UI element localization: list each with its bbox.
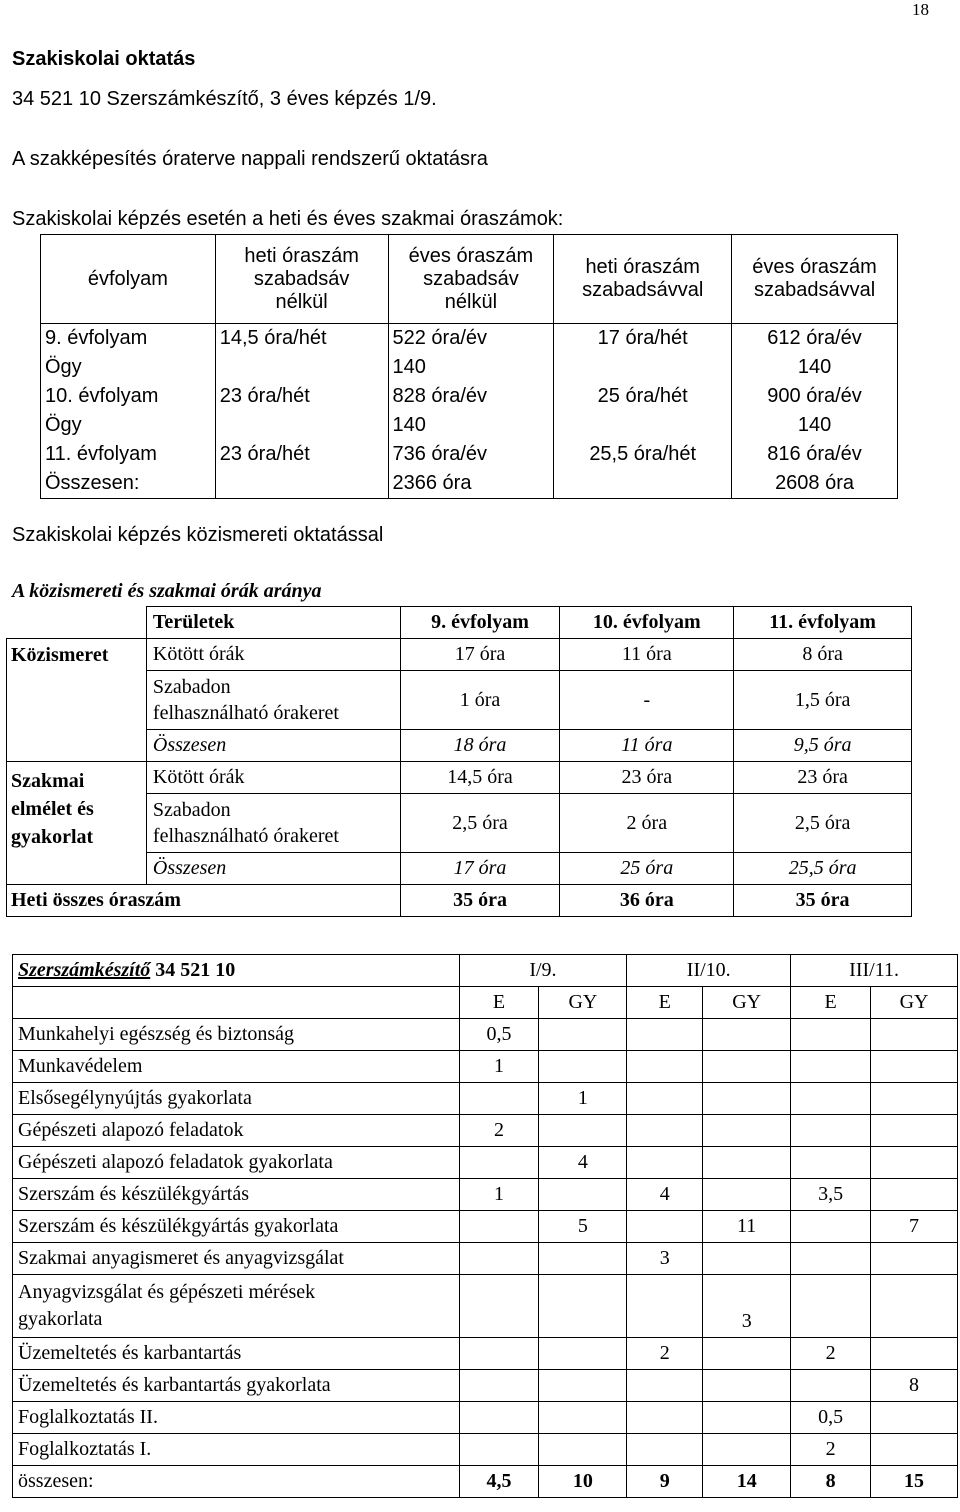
- subject-name: Elsősegélynyújtás gyakorlata: [13, 1083, 460, 1115]
- ratio-header: 11. évfolyam: [734, 607, 912, 639]
- ratio-header-row: [7, 607, 912, 639]
- subject-name: Szakmai anyagismeret és anyagvizsgálat: [13, 1243, 460, 1275]
- table-cell: [871, 1402, 958, 1434]
- subject-name: Üzemeltetés és karbantartás gyakorlata: [13, 1370, 460, 1402]
- year-header: II/10.: [627, 955, 791, 987]
- year-header: I/9.: [459, 955, 627, 987]
- table-cell: 23 óra: [734, 762, 912, 794]
- table-cell: 25,5 óra: [734, 853, 912, 885]
- table-cell: [627, 1083, 703, 1115]
- table-cell: 25 óra: [560, 853, 734, 885]
- table-cell: 0,5: [459, 1019, 539, 1051]
- subject-name: Gépészeti alapozó feladatok gyakorlata: [13, 1147, 460, 1179]
- table-cell: [539, 1179, 627, 1211]
- table-cell: [627, 1115, 703, 1147]
- table-cell: [871, 1019, 958, 1051]
- subheading: 34 521 10 Szerszámkészítő, 3 éves képzés 1/9.: [12, 88, 437, 110]
- table-cell: [459, 1083, 539, 1115]
- table-cell: [791, 1275, 871, 1338]
- sub-header: E: [627, 987, 703, 1019]
- table-cell: 23 óra/hét: [215, 382, 388, 411]
- table-cell: 8: [871, 1370, 958, 1402]
- table-row: [41, 353, 898, 382]
- table-row: [13, 1338, 958, 1370]
- table-cell: 17 óra/hét: [554, 324, 732, 354]
- table-cell: 14,5 óra: [400, 762, 560, 794]
- hours-header: heti óraszám szabadsávval: [554, 235, 732, 324]
- table-cell: 25 óra/hét: [554, 382, 732, 411]
- ratio-title: A közismereti és szakmai órák aránya: [12, 580, 322, 602]
- table-cell: 36 óra: [560, 885, 734, 917]
- table-cell: 23 óra: [560, 762, 734, 794]
- table-cell: 14,5 óra/hét: [215, 324, 388, 354]
- table-cell: [791, 1051, 871, 1083]
- table-cell: [871, 1147, 958, 1179]
- table-row: [41, 440, 898, 469]
- table-cell: [459, 1243, 539, 1275]
- table-row: [41, 469, 898, 499]
- table-cell: [459, 1370, 539, 1402]
- table-cell: 140: [732, 411, 898, 440]
- table-cell: 17 óra: [400, 853, 560, 885]
- subject-name: Gépészeti alapozó feladatok: [13, 1115, 460, 1147]
- table-cell: [703, 1147, 791, 1179]
- table-cell: [539, 1019, 627, 1051]
- table-row: [13, 1179, 958, 1211]
- table-cell: [871, 1434, 958, 1466]
- table-cell: Kötött órák: [146, 639, 400, 671]
- table-cell: 140: [388, 353, 554, 382]
- table-cell: 900 óra/év: [732, 382, 898, 411]
- table-cell: [703, 1434, 791, 1466]
- table-cell: Szabadon felhasználható órakeret: [146, 671, 400, 730]
- table-cell: 1 óra: [400, 671, 560, 730]
- table-row: [41, 382, 898, 411]
- group-label-general: Közismeret: [7, 639, 147, 762]
- plan-title: A szakképesítés óraterve nappali rendszerű oktatásra: [12, 148, 488, 170]
- table-row: [41, 324, 898, 354]
- subjects-total-label: összesen:: [13, 1466, 460, 1498]
- table-cell: [539, 1402, 627, 1434]
- table-cell: 8 óra: [734, 639, 912, 671]
- table-cell: Ögy: [41, 353, 216, 382]
- table-cell: [791, 1243, 871, 1275]
- subject-name: Munkavédelem: [13, 1051, 460, 1083]
- ratio-total-label: Heti összes óraszám: [7, 885, 401, 917]
- sub-header: GY: [703, 987, 791, 1019]
- table-cell: 15: [871, 1466, 958, 1498]
- table-cell: [703, 1402, 791, 1434]
- table-cell: 25,5 óra/hét: [554, 440, 732, 469]
- table-cell: 9: [627, 1466, 703, 1498]
- ratio-header: Területek: [146, 607, 400, 639]
- subjects-total-row: [13, 1466, 958, 1498]
- table-cell: 5: [539, 1211, 627, 1243]
- table-row: [13, 1434, 958, 1466]
- table-cell: 9,5 óra: [734, 730, 912, 762]
- table-cell: [791, 1083, 871, 1115]
- table-cell: 4: [539, 1147, 627, 1179]
- table-row: [13, 1370, 958, 1402]
- table-row: [13, 1019, 958, 1051]
- table-cell: 23 óra/hét: [215, 440, 388, 469]
- subject-name: Munkahelyi egészség és biztonság: [13, 1019, 460, 1051]
- year-header: III/11.: [791, 955, 958, 987]
- ratio-header: 9. évfolyam: [400, 607, 560, 639]
- subject-name: Szerszám és készülékgyártás: [13, 1179, 460, 1211]
- table-cell: 3: [627, 1243, 703, 1275]
- table-cell: [539, 1275, 627, 1338]
- table-cell: 140: [732, 353, 898, 382]
- page-number: 18: [912, 0, 929, 19]
- table-cell: [627, 1211, 703, 1243]
- table-cell: 2,5 óra: [734, 794, 912, 853]
- table-cell: 11 óra: [560, 730, 734, 762]
- table-cell: [703, 1179, 791, 1211]
- table-cell: 2 óra: [560, 794, 734, 853]
- table-cell: [459, 1211, 539, 1243]
- table-cell: [539, 1115, 627, 1147]
- table-cell: [791, 1147, 871, 1179]
- table-cell: 7: [871, 1211, 958, 1243]
- table-cell: 3: [703, 1275, 791, 1338]
- table-cell: [539, 1434, 627, 1466]
- table-cell: [791, 1115, 871, 1147]
- table-row: [13, 1051, 958, 1083]
- table-cell: [627, 1051, 703, 1083]
- table-cell: [539, 1243, 627, 1275]
- subject-name: Üzemeltetés és karbantartás: [13, 1338, 460, 1370]
- table-cell: [459, 1338, 539, 1370]
- table-cell: Összesen: [146, 853, 400, 885]
- table-cell: [627, 1019, 703, 1051]
- hours-header: heti óraszám szabadsáv nélkül: [215, 235, 388, 324]
- table-cell: 11. évfolyam: [41, 440, 216, 469]
- subjects-header-row: [13, 955, 958, 987]
- table-cell: [539, 1338, 627, 1370]
- table-cell: [215, 411, 388, 440]
- hours-header: éves óraszám szabadsávval: [732, 235, 898, 324]
- table-cell: [13, 987, 460, 1019]
- table-cell: [459, 1275, 539, 1338]
- section-heading: Szakiskolai oktatás: [12, 48, 196, 70]
- table-cell: [871, 1083, 958, 1115]
- table-row: [13, 1402, 958, 1434]
- table-cell: 4,5: [459, 1466, 539, 1498]
- table-cell: 2,5 óra: [400, 794, 560, 853]
- ratio-table: [6, 606, 912, 917]
- table-row: [13, 1275, 958, 1338]
- sub-header: GY: [871, 987, 958, 1019]
- table-cell: 17 óra: [400, 639, 560, 671]
- table-row: [13, 1147, 958, 1179]
- hours-header: éves óraszám szabadsáv nélkül: [388, 235, 554, 324]
- hours-title: Szakiskolai képzés esetén a heti és éves szakmai óraszámok:: [12, 208, 564, 230]
- table-cell: 2: [627, 1338, 703, 1370]
- table-cell: [627, 1275, 703, 1338]
- table-cell: 522 óra/év: [388, 324, 554, 354]
- subject-name: Foglalkoztatás II.: [13, 1402, 460, 1434]
- table-cell: [215, 353, 388, 382]
- table-cell: [539, 1370, 627, 1402]
- table-cell: [459, 1147, 539, 1179]
- table-cell: 2: [791, 1338, 871, 1370]
- table-cell: 11: [703, 1211, 791, 1243]
- table-cell: [554, 353, 732, 382]
- table-cell: [871, 1115, 958, 1147]
- table-row: [41, 411, 898, 440]
- table-cell: [627, 1147, 703, 1179]
- table-cell: [703, 1083, 791, 1115]
- table-row: [7, 762, 912, 794]
- group-label-professional: Szakmai elmélet és gyakorlat: [7, 762, 147, 885]
- table-cell: 10: [539, 1466, 627, 1498]
- sub-header: E: [459, 987, 539, 1019]
- table-cell: 35 óra: [734, 885, 912, 917]
- table-cell: 14: [703, 1466, 791, 1498]
- table-cell: 828 óra/év: [388, 382, 554, 411]
- table-cell: 11 óra: [560, 639, 734, 671]
- table-cell: Összesen:: [41, 469, 216, 499]
- table-cell: 736 óra/év: [388, 440, 554, 469]
- table-row: [13, 1211, 958, 1243]
- table-cell: [627, 1370, 703, 1402]
- table-cell: -: [560, 671, 734, 730]
- table-cell: 2608 óra: [732, 469, 898, 499]
- table-cell: 816 óra/év: [732, 440, 898, 469]
- table-cell: 1: [459, 1179, 539, 1211]
- table-cell: 2: [459, 1115, 539, 1147]
- table-cell: 0,5: [791, 1402, 871, 1434]
- general-title: Szakiskolai képzés közismereti oktatással: [12, 524, 384, 546]
- table-cell: 35 óra: [400, 885, 560, 917]
- table-cell: [703, 1370, 791, 1402]
- table-cell: [7, 607, 147, 639]
- table-cell: [703, 1115, 791, 1147]
- table-cell: [871, 1338, 958, 1370]
- table-cell: [627, 1434, 703, 1466]
- table-row: [13, 1115, 958, 1147]
- table-cell: [459, 1402, 539, 1434]
- table-cell: [459, 1434, 539, 1466]
- table-cell: Szabadon felhasználható órakeret: [146, 794, 400, 853]
- table-row: [13, 1243, 958, 1275]
- table-cell: Ögy: [41, 411, 216, 440]
- subjects-title: Szerszámkészítő 34 521 10: [13, 955, 460, 987]
- table-cell: [791, 1019, 871, 1051]
- hours-table: [40, 234, 898, 499]
- table-cell: 4: [627, 1179, 703, 1211]
- table-cell: [871, 1179, 958, 1211]
- subjects-subheader-row: [13, 987, 958, 1019]
- table-cell: [554, 411, 732, 440]
- hours-header-row: [41, 235, 898, 324]
- table-cell: 8: [791, 1466, 871, 1498]
- table-cell: 1: [539, 1083, 627, 1115]
- table-cell: 140: [388, 411, 554, 440]
- table-cell: 1,5 óra: [734, 671, 912, 730]
- table-cell: Összesen: [146, 730, 400, 762]
- table-cell: [703, 1019, 791, 1051]
- table-cell: [791, 1211, 871, 1243]
- sub-header: GY: [539, 987, 627, 1019]
- table-cell: [539, 1051, 627, 1083]
- table-cell: [791, 1370, 871, 1402]
- table-cell: 10. évfolyam: [41, 382, 216, 411]
- subject-name: Anyagvizsgálat és gépészeti mérések gyakorlata: [13, 1275, 460, 1338]
- table-cell: [703, 1338, 791, 1370]
- ratio-header: 10. évfolyam: [560, 607, 734, 639]
- hours-header: évfolyam: [41, 235, 216, 324]
- table-cell: [554, 469, 732, 499]
- table-cell: [703, 1051, 791, 1083]
- table-cell: [871, 1275, 958, 1338]
- subject-name: Foglalkoztatás I.: [13, 1434, 460, 1466]
- table-cell: 2: [791, 1434, 871, 1466]
- table-row: [13, 1083, 958, 1115]
- table-cell: [215, 469, 388, 499]
- table-cell: 9. évfolyam: [41, 324, 216, 354]
- table-cell: [871, 1051, 958, 1083]
- table-cell: 612 óra/év: [732, 324, 898, 354]
- subject-name: Szerszám és készülékgyártás gyakorlata: [13, 1211, 460, 1243]
- table-cell: [703, 1243, 791, 1275]
- table-cell: 18 óra: [400, 730, 560, 762]
- ratio-total-row: [7, 885, 912, 917]
- table-cell: [871, 1243, 958, 1275]
- table-cell: [627, 1402, 703, 1434]
- table-row: [7, 639, 912, 671]
- table-cell: 1: [459, 1051, 539, 1083]
- table-cell: Kötött órák: [146, 762, 400, 794]
- table-cell: 2366 óra: [388, 469, 554, 499]
- subjects-table: [12, 954, 958, 1498]
- table-cell: 3,5: [791, 1179, 871, 1211]
- sub-header: E: [791, 987, 871, 1019]
